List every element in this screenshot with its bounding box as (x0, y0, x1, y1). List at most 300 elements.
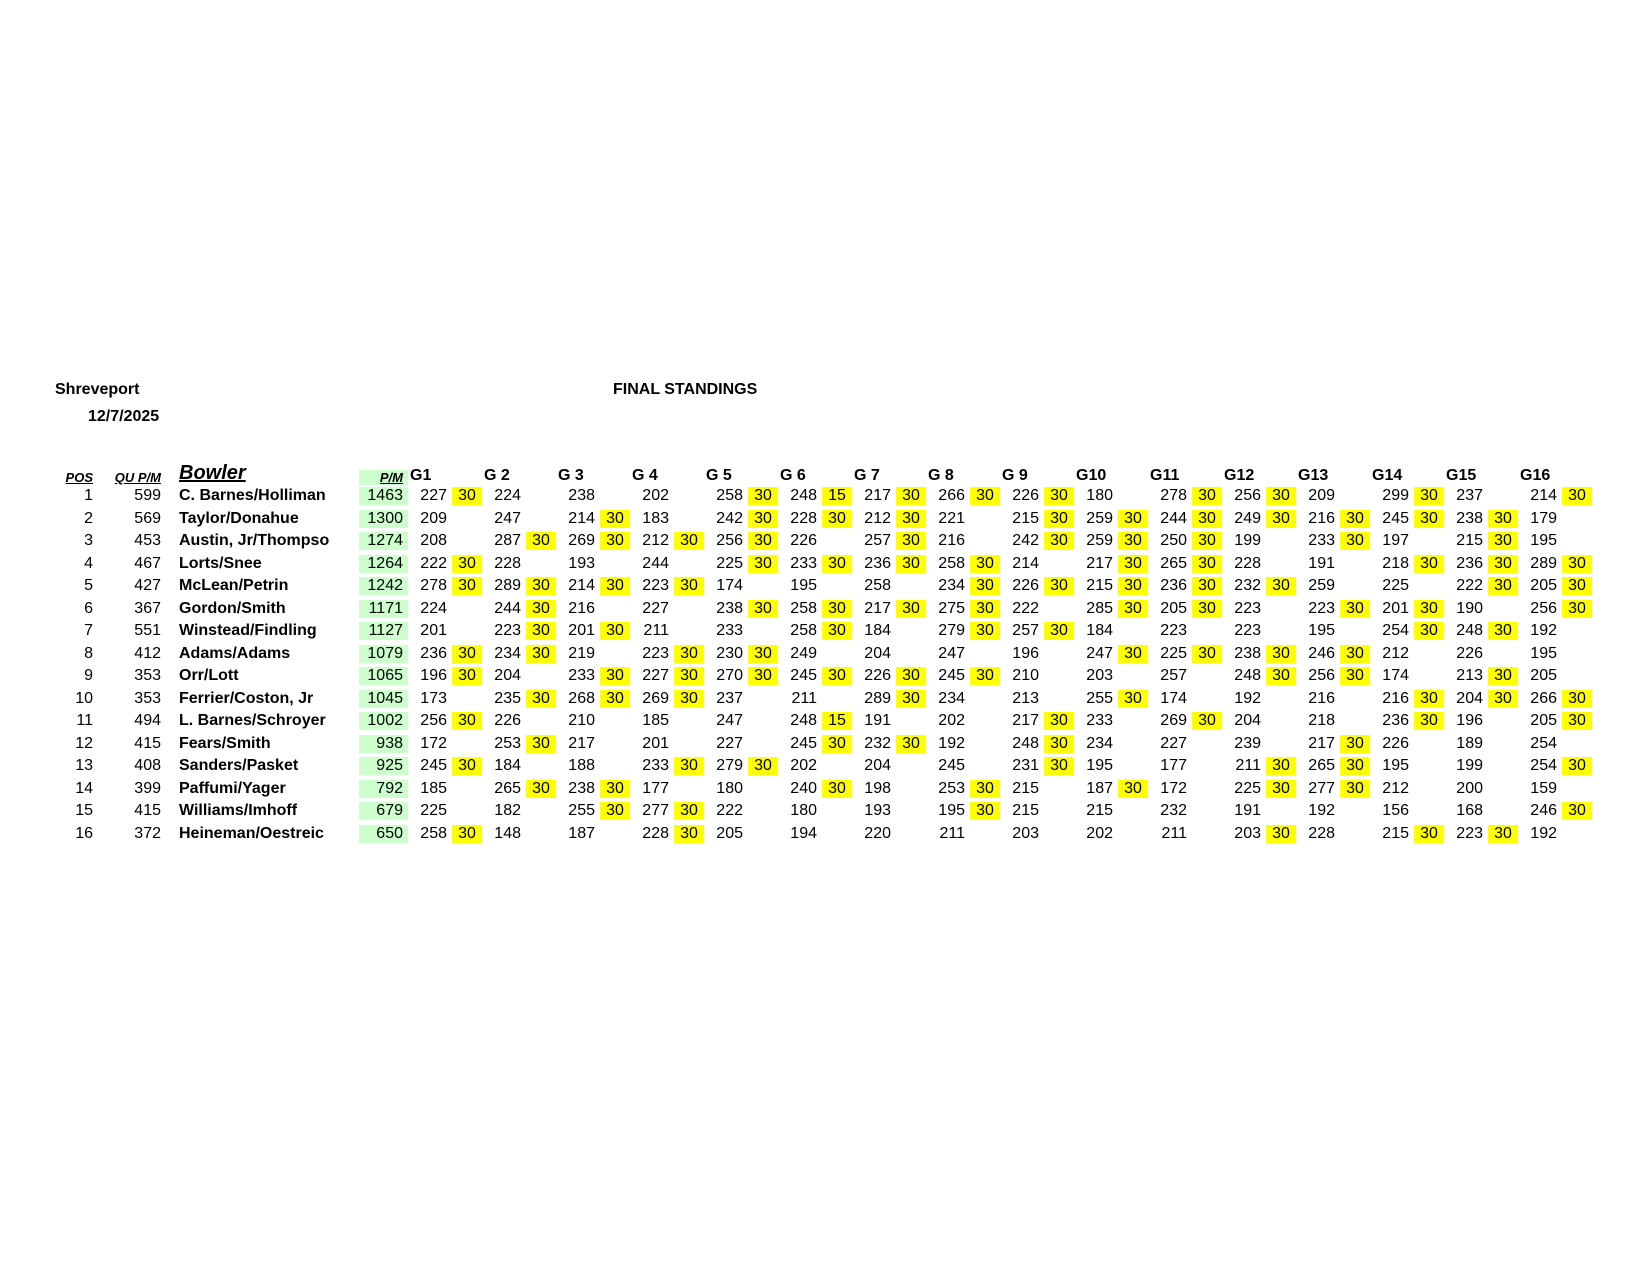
game-score-cell: 202 (642, 487, 669, 505)
standings-table (55, 452, 1592, 845)
game-score-cell: 248 (790, 487, 817, 505)
game-score-cell: 245 (938, 667, 965, 685)
game-bonus-cell: 30 (1266, 780, 1296, 798)
game-bonus-cell: 30 (1340, 735, 1370, 753)
bowler-cell: Adams/Adams (179, 644, 291, 662)
game-score-cell: 208 (420, 532, 447, 550)
game-score-cell: 196 (1456, 712, 1483, 730)
game-score-cell: 240 (790, 779, 817, 797)
game-score-cell: 212 (1382, 779, 1409, 797)
game-bonus-cell: 30 (526, 645, 556, 663)
pm-total-cell: 1002 (359, 712, 408, 730)
pos-cell: 10 (75, 689, 93, 707)
game-bonus-cell: 30 (1192, 532, 1222, 550)
game-score-cell: 201 (1382, 599, 1409, 617)
game-score-cell: 236 (1382, 712, 1409, 730)
game-score-cell: 214 (568, 577, 595, 595)
game-score-cell: 246 (1308, 644, 1335, 662)
game-score-cell: 187 (1086, 779, 1113, 797)
pm-total-cell: 650 (359, 825, 408, 843)
game-score-cell: 201 (568, 622, 595, 640)
game-score-cell: 228 (1308, 824, 1335, 842)
game-score-cell: 188 (568, 757, 595, 775)
game-bonus-cell: 30 (1266, 757, 1296, 775)
pm-total-cell: 925 (359, 757, 408, 775)
game-score-cell: 190 (1456, 599, 1483, 617)
pm-total-cell: 679 (359, 802, 408, 820)
game-score-cell: 168 (1456, 802, 1483, 820)
game-bonus-cell: 30 (1118, 577, 1148, 595)
game-bonus-cell: 30 (526, 690, 556, 708)
game-score-cell: 212 (1382, 644, 1409, 662)
game-bonus-cell: 30 (748, 667, 778, 685)
table-row (55, 508, 1592, 531)
game-score-cell: 212 (642, 532, 669, 550)
game-score-cell: 180 (1086, 487, 1113, 505)
game-score-cell: 221 (938, 509, 965, 527)
game-bonus-cell: 30 (526, 735, 556, 753)
game-score-cell: 257 (864, 532, 891, 550)
qu-pm-cell: 367 (134, 599, 161, 617)
game-bonus-cell: 30 (1340, 757, 1370, 775)
game-score-cell: 213 (1012, 689, 1039, 707)
game-score-cell: 234 (494, 644, 521, 662)
pos-cell: 9 (84, 667, 93, 685)
game-score-cell: 209 (420, 509, 447, 527)
game-score-cell: 223 (1308, 599, 1335, 617)
pm-total-cell: 1065 (359, 667, 408, 685)
game-score-cell: 180 (790, 802, 817, 820)
game-score-cell: 205 (1530, 667, 1557, 685)
game-bonus-cell: 30 (1118, 645, 1148, 663)
table-row (55, 643, 1592, 666)
game-bonus-cell: 30 (970, 667, 1000, 685)
game-bonus-cell: 30 (1562, 555, 1592, 573)
game-score-cell: 187 (568, 824, 595, 842)
game-bonus-cell: 30 (1044, 712, 1074, 730)
game-score-cell: 228 (642, 824, 669, 842)
pm-total-cell: 1079 (359, 645, 408, 663)
game-bonus-cell: 30 (748, 532, 778, 550)
game-score-cell: 195 (1382, 757, 1409, 775)
qu-pm-cell: 599 (134, 487, 161, 505)
game-score-cell: 242 (716, 509, 743, 527)
game-score-cell: 232 (864, 734, 891, 752)
game-score-cell: 183 (642, 509, 669, 527)
game-header-2: G 2 (484, 467, 510, 484)
game-score-cell: 225 (1160, 644, 1187, 662)
bowler-cell: L. Barnes/Schroyer (179, 712, 326, 730)
game-bonus-cell: 30 (1340, 645, 1370, 663)
game-score-cell: 244 (494, 599, 521, 617)
game-score-cell: 239 (1234, 734, 1261, 752)
game-bonus-cell: 30 (674, 667, 704, 685)
game-score-cell: 227 (642, 667, 669, 685)
game-score-cell: 299 (1382, 487, 1409, 505)
game-score-cell: 216 (938, 532, 965, 550)
game-score-cell: 245 (790, 667, 817, 685)
game-score-cell: 174 (1160, 689, 1187, 707)
game-score-cell: 227 (420, 487, 447, 505)
game-score-cell: 289 (494, 577, 521, 595)
pos-cell: 14 (75, 779, 93, 797)
game-score-cell: 269 (1160, 712, 1187, 730)
pos-cell: 6 (84, 599, 93, 617)
game-score-cell: 233 (568, 667, 595, 685)
game-header-7: G 7 (854, 467, 880, 484)
game-score-cell: 232 (1160, 802, 1187, 820)
bowler-cell: Heineman/Oestreic (179, 824, 324, 842)
game-score-cell: 227 (1160, 734, 1187, 752)
game-score-cell: 217 (1086, 554, 1113, 572)
game-bonus-cell: 30 (674, 532, 704, 550)
game-score-cell: 226 (1012, 577, 1039, 595)
game-score-cell: 212 (864, 509, 891, 527)
pm-total-cell: 1127 (359, 622, 408, 640)
pm-total-cell: 1463 (359, 487, 408, 505)
game-score-cell: 226 (494, 712, 521, 730)
location-label: Shreveport (55, 381, 140, 398)
game-score-cell: 236 (420, 644, 447, 662)
game-bonus-cell: 30 (1044, 487, 1074, 505)
bowler-cell: C. Barnes/Holliman (179, 487, 326, 505)
game-score-cell: 211 (1161, 824, 1187, 842)
game-score-cell: 233 (716, 622, 743, 640)
game-bonus-cell: 15 (822, 487, 852, 505)
pos-cell: 2 (84, 509, 93, 527)
game-bonus-cell: 30 (1192, 487, 1222, 505)
game-bonus-cell: 30 (1192, 712, 1222, 730)
game-score-cell: 236 (1456, 554, 1483, 572)
game-score-cell: 225 (716, 554, 743, 572)
game-score-cell: 217 (864, 487, 891, 505)
game-score-cell: 195 (1530, 532, 1557, 550)
game-score-cell: 203 (1012, 824, 1039, 842)
game-header-12: G12 (1224, 467, 1255, 484)
game-score-cell: 210 (1012, 667, 1039, 685)
game-bonus-cell: 30 (1340, 600, 1370, 618)
game-bonus-cell: 30 (674, 825, 704, 843)
game-score-cell: 234 (938, 689, 965, 707)
game-bonus-cell: 30 (896, 532, 926, 550)
game-bonus-cell: 30 (526, 780, 556, 798)
game-bonus-cell: 30 (526, 622, 556, 640)
bowler-cell: Gordon/Smith (179, 599, 286, 617)
game-score-cell: 217 (1012, 712, 1039, 730)
game-bonus-cell: 30 (1118, 510, 1148, 528)
qu-pm-cell: 551 (134, 622, 161, 640)
game-score-cell: 195 (938, 802, 965, 820)
game-score-cell: 214 (568, 509, 595, 527)
game-bonus-cell: 30 (748, 510, 778, 528)
game-header-11: G11 (1150, 467, 1180, 484)
game-bonus-cell: 30 (1192, 510, 1222, 528)
game-score-cell: 195 (1530, 644, 1557, 662)
game-score-cell: 192 (1530, 622, 1557, 640)
pos-cell: 11 (76, 712, 93, 730)
game-bonus-cell: 30 (896, 600, 926, 618)
game-score-cell: 253 (494, 734, 521, 752)
game-score-cell: 237 (1456, 487, 1483, 505)
game-score-cell: 156 (1382, 802, 1409, 820)
game-bonus-cell: 30 (452, 577, 482, 595)
game-score-cell: 205 (1530, 577, 1557, 595)
game-bonus-cell: 30 (1118, 600, 1148, 618)
game-bonus-cell: 30 (1044, 622, 1074, 640)
game-score-cell: 285 (1086, 599, 1113, 617)
table-row (55, 620, 1592, 643)
game-score-cell: 218 (1308, 712, 1335, 730)
game-score-cell: 182 (494, 802, 521, 820)
game-bonus-cell: 30 (600, 532, 630, 550)
bowler-cell: Lorts/Snee (179, 554, 262, 572)
table-row (55, 485, 1592, 508)
game-bonus-cell: 30 (1266, 667, 1296, 685)
game-score-cell: 259 (1086, 509, 1113, 527)
game-bonus-cell: 30 (1562, 802, 1592, 820)
game-score-cell: 223 (494, 622, 521, 640)
game-bonus-cell: 30 (896, 555, 926, 573)
game-score-cell: 258 (938, 554, 965, 572)
game-score-cell: 204 (864, 644, 891, 662)
game-score-cell: 159 (1530, 779, 1557, 797)
game-score-cell: 265 (1308, 757, 1335, 775)
pos-cell: 4 (84, 554, 93, 572)
bowler-cell: Williams/Imhoff (179, 802, 298, 820)
game-bonus-cell: 30 (1118, 555, 1148, 573)
game-score-cell: 287 (494, 532, 521, 550)
game-bonus-cell: 30 (970, 780, 1000, 798)
game-bonus-cell: 30 (822, 780, 852, 798)
game-bonus-cell: 30 (1266, 825, 1296, 843)
game-bonus-cell: 30 (1488, 555, 1518, 573)
game-score-cell: 244 (1160, 509, 1187, 527)
game-score-cell: 257 (1012, 622, 1039, 640)
game-bonus-cell: 30 (452, 645, 482, 663)
game-bonus-cell: 30 (452, 667, 482, 685)
game-score-cell: 245 (790, 734, 817, 752)
game-header-13: G13 (1298, 467, 1329, 484)
game-score-cell: 266 (1530, 689, 1557, 707)
pos-cell: 5 (84, 577, 93, 595)
game-score-cell: 226 (864, 667, 891, 685)
qu-pm-cell: 415 (134, 802, 161, 820)
game-bonus-cell: 30 (1414, 600, 1444, 618)
game-score-cell: 220 (864, 824, 891, 842)
game-score-cell: 205 (1160, 599, 1187, 617)
game-bonus-cell: 30 (822, 667, 852, 685)
game-bonus-cell: 30 (1340, 510, 1370, 528)
game-score-cell: 268 (568, 689, 595, 707)
game-score-cell: 265 (494, 779, 521, 797)
game-score-cell: 256 (1530, 599, 1557, 617)
pm-total-cell: 1274 (359, 532, 408, 550)
game-score-cell: 217 (568, 734, 595, 752)
game-score-cell: 277 (1308, 779, 1335, 797)
game-bonus-cell: 30 (1488, 622, 1518, 640)
game-score-cell: 256 (420, 712, 447, 730)
game-bonus-cell: 30 (526, 600, 556, 618)
game-score-cell: 223 (642, 577, 669, 595)
game-header-5: G 5 (706, 467, 732, 484)
game-bonus-cell: 30 (600, 622, 630, 640)
game-score-cell: 192 (1308, 802, 1335, 820)
game-score-cell: 248 (1012, 734, 1039, 752)
game-score-cell: 259 (1308, 577, 1335, 595)
game-score-cell: 237 (716, 689, 743, 707)
game-score-cell: 258 (864, 577, 891, 595)
pm-total-cell: 1300 (359, 510, 408, 528)
game-score-cell: 180 (716, 779, 743, 797)
game-bonus-cell: 30 (1488, 532, 1518, 550)
game-header-14: G14 (1372, 467, 1403, 484)
game-score-cell: 250 (1160, 532, 1187, 550)
table-body (55, 485, 1592, 845)
game-score-cell: 172 (420, 734, 447, 752)
game-score-cell: 214 (1012, 554, 1039, 572)
game-score-cell: 177 (642, 779, 669, 797)
game-score-cell: 191 (1234, 802, 1261, 820)
qu-pm-cell: 453 (134, 532, 161, 550)
game-bonus-cell: 30 (526, 577, 556, 595)
game-score-cell: 191 (1308, 554, 1335, 572)
game-bonus-cell: 30 (1044, 735, 1074, 753)
game-score-cell: 192 (938, 734, 965, 752)
game-score-cell: 225 (1234, 779, 1261, 797)
game-bonus-cell: 30 (674, 757, 704, 775)
game-score-cell: 202 (1086, 824, 1113, 842)
game-score-cell: 216 (1382, 689, 1409, 707)
game-bonus-cell: 30 (600, 667, 630, 685)
game-score-cell: 202 (938, 712, 965, 730)
game-score-cell: 236 (864, 554, 891, 572)
game-bonus-cell: 30 (1562, 600, 1592, 618)
game-score-cell: 256 (1234, 487, 1261, 505)
game-score-cell: 195 (1308, 622, 1335, 640)
game-score-cell: 226 (1382, 734, 1409, 752)
game-score-cell: 249 (790, 644, 817, 662)
game-score-cell: 246 (1530, 802, 1557, 820)
game-score-cell: 222 (420, 554, 447, 572)
game-score-cell: 258 (790, 599, 817, 617)
game-score-cell: 196 (420, 667, 447, 685)
game-bonus-cell: 30 (674, 802, 704, 820)
game-score-cell: 245 (1382, 509, 1409, 527)
game-bonus-cell: 30 (748, 600, 778, 618)
game-score-cell: 228 (790, 509, 817, 527)
game-score-cell: 226 (1012, 487, 1039, 505)
game-score-cell: 195 (790, 577, 817, 595)
game-score-cell: 225 (1382, 577, 1409, 595)
game-bonus-cell: 30 (600, 780, 630, 798)
game-score-cell: 223 (1234, 599, 1261, 617)
game-score-cell: 148 (494, 824, 521, 842)
game-score-cell: 223 (1234, 622, 1261, 640)
game-score-cell: 215 (1012, 779, 1039, 797)
game-score-cell: 223 (1456, 824, 1483, 842)
table-row (55, 598, 1592, 621)
game-bonus-cell: 30 (1414, 555, 1444, 573)
game-score-cell: 211 (1235, 757, 1261, 775)
game-score-cell: 249 (1234, 509, 1261, 527)
game-header-8: G 8 (928, 467, 954, 484)
game-score-cell: 197 (1382, 532, 1409, 550)
table-row (55, 553, 1592, 576)
game-header-1: G1 (410, 467, 432, 484)
game-score-cell: 289 (1530, 554, 1557, 572)
game-score-cell: 204 (1234, 712, 1261, 730)
game-score-cell: 235 (494, 689, 521, 707)
pm-total-cell: 1264 (359, 555, 408, 573)
game-score-cell: 257 (1160, 667, 1187, 685)
game-bonus-cell: 30 (1118, 690, 1148, 708)
game-score-cell: 223 (1160, 622, 1187, 640)
game-score-cell: 195 (1086, 757, 1113, 775)
game-score-cell: 204 (1456, 689, 1483, 707)
game-header-3: G 3 (558, 467, 584, 484)
pos-cell: 12 (75, 734, 93, 752)
bowler-cell: McLean/Petrin (179, 577, 289, 595)
game-score-cell: 215 (1086, 577, 1113, 595)
game-bonus-cell: 30 (600, 690, 630, 708)
game-bonus-cell: 30 (1488, 690, 1518, 708)
game-score-cell: 234 (938, 577, 965, 595)
game-score-cell: 244 (642, 554, 669, 572)
game-score-cell: 173 (420, 689, 447, 707)
game-score-cell: 238 (1456, 509, 1483, 527)
game-score-cell: 247 (494, 509, 521, 527)
game-bonus-cell: 30 (1414, 622, 1444, 640)
table-row (55, 688, 1592, 711)
game-bonus-cell: 30 (600, 510, 630, 528)
game-header-10: G10 (1076, 467, 1107, 484)
qu-pm-cell: 408 (134, 757, 161, 775)
game-bonus-cell: 30 (970, 577, 1000, 595)
game-score-cell: 270 (716, 667, 743, 685)
bowler-header: Bowler (179, 462, 246, 484)
table-row (55, 800, 1592, 823)
game-bonus-cell: 30 (748, 645, 778, 663)
game-bonus-cell: 30 (970, 487, 1000, 505)
game-score-cell: 184 (864, 622, 891, 640)
pm-total-cell: 938 (359, 735, 408, 753)
game-score-cell: 231 (1012, 757, 1039, 775)
pm-total-cell: 1045 (359, 690, 408, 708)
qu-pm-cell: 494 (134, 712, 161, 730)
game-bonus-cell: 30 (1562, 712, 1592, 730)
game-score-cell: 211 (643, 622, 669, 640)
pos-cell: 7 (84, 622, 93, 640)
game-score-cell: 201 (642, 734, 669, 752)
qu-pm-cell: 412 (134, 644, 161, 662)
game-bonus-cell: 30 (1266, 645, 1296, 663)
game-score-cell: 199 (1234, 532, 1261, 550)
game-score-cell: 275 (938, 599, 965, 617)
game-score-cell: 215 (1086, 802, 1113, 820)
bowler-cell: Orr/Lott (179, 667, 239, 685)
game-score-cell: 224 (420, 599, 447, 617)
game-bonus-cell: 30 (970, 622, 1000, 640)
game-score-cell: 238 (568, 487, 595, 505)
game-score-cell: 234 (1086, 734, 1113, 752)
game-score-cell: 216 (1308, 689, 1335, 707)
pm-total-cell: 792 (359, 780, 408, 798)
game-bonus-cell: 30 (1192, 600, 1222, 618)
table-row (55, 530, 1592, 553)
table-row (55, 665, 1592, 688)
game-score-cell: 248 (790, 712, 817, 730)
game-score-cell: 225 (420, 802, 447, 820)
